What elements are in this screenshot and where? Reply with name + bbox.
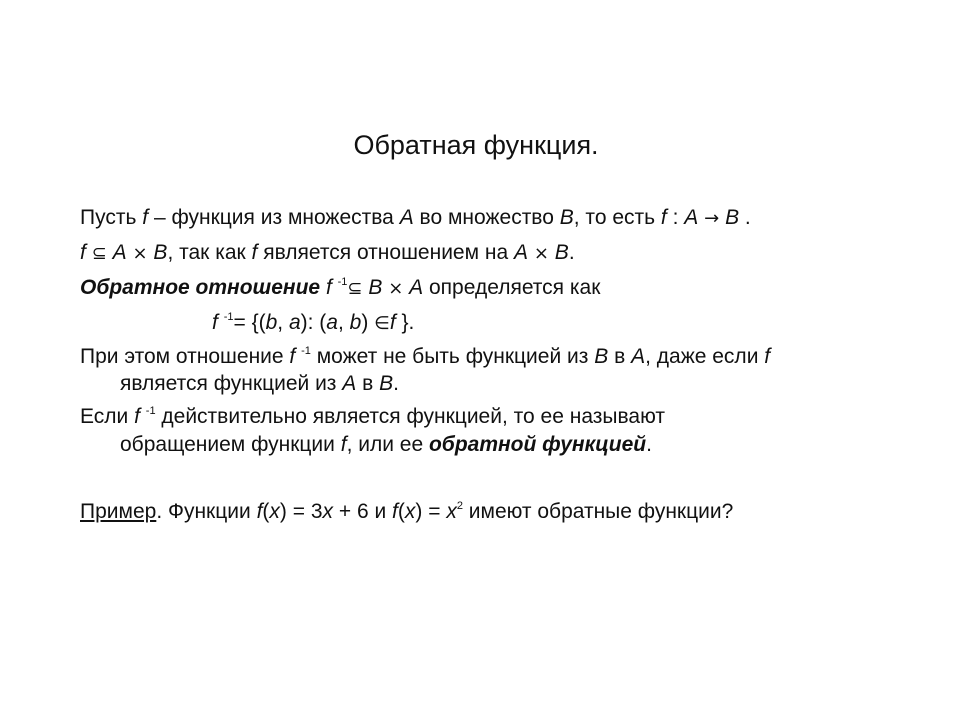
text: имеют обратные функции?: [462, 500, 734, 523]
var-f: f: [80, 241, 86, 264]
var-f: f: [392, 500, 398, 523]
example-label: Пример: [80, 500, 157, 523]
text: = {(: [233, 311, 266, 334]
exponent: -1: [337, 276, 348, 288]
exponent: 2: [456, 500, 463, 512]
arrow-symbol: →: [704, 208, 720, 229]
text: + 6 и: [333, 500, 393, 523]
text: Пусть: [80, 206, 143, 229]
text-line-if-function-cont: [120, 430, 652, 460]
var-f: f: [289, 345, 296, 368]
var-f: f: [212, 311, 218, 334]
times-symbol: ×: [388, 278, 404, 299]
var-A: A: [631, 345, 646, 368]
text: Если: [80, 405, 135, 428]
text: является функцией из: [120, 372, 343, 395]
var-A: A: [409, 276, 424, 299]
text: является отношением на: [257, 241, 514, 264]
var-f: f: [142, 206, 149, 229]
text: , даже если: [645, 345, 765, 368]
times-symbol: ×: [533, 243, 549, 264]
text: может не быть функцией из: [310, 345, 595, 368]
slide-title: Обратная функция.: [353, 130, 599, 160]
text: .: [568, 241, 575, 264]
text: в: [356, 372, 380, 395]
var-f: f: [325, 276, 332, 299]
var-A: A: [684, 206, 699, 229]
text: . Функции: [156, 500, 257, 523]
text-line-definition: [80, 203, 751, 234]
text: ) =: [415, 500, 447, 523]
exponent: -1: [223, 311, 234, 323]
var-f: f: [764, 345, 771, 368]
var-A: A: [514, 241, 529, 264]
text: (: [262, 500, 270, 523]
term-inverse-function: обратной функцией: [428, 433, 647, 456]
text: обращением функции: [120, 433, 341, 456]
text: ,: [277, 311, 289, 334]
term-inverse-relation: Обратное отношение: [80, 276, 321, 299]
var-x: x: [269, 500, 280, 523]
text: (: [397, 500, 405, 523]
var-f: f: [340, 433, 347, 456]
subset-symbol: ⊆: [91, 243, 107, 264]
var-x: x: [404, 500, 416, 523]
var-x: x: [446, 500, 457, 523]
text-line-relation: [80, 238, 575, 269]
var-A: A: [112, 241, 127, 264]
text-line-inverse-relation: [80, 273, 600, 304]
var-f: f: [389, 311, 396, 334]
text: ) = 3: [279, 500, 323, 523]
text: }.: [395, 311, 415, 334]
exponent: -1: [301, 345, 311, 357]
text: ): (: [300, 311, 327, 334]
text: – функция из множества: [148, 206, 400, 229]
var-B: B: [379, 372, 394, 395]
formula-inverse: [212, 308, 414, 339]
text: .: [646, 433, 652, 456]
var-B: B: [725, 206, 740, 229]
var-b: b: [265, 311, 278, 334]
text: , или ее: [346, 433, 429, 456]
text: , то есть: [573, 206, 661, 229]
var-a: a: [326, 311, 338, 334]
text: , так как: [167, 241, 252, 264]
text: При этом отношение: [80, 345, 290, 368]
var-b: b: [349, 311, 362, 334]
text: :: [666, 206, 685, 229]
var-A: A: [342, 372, 357, 395]
text: .: [393, 372, 399, 395]
text-line-if-function: [80, 402, 665, 432]
var-B: B: [368, 276, 383, 299]
var-f: f: [251, 241, 258, 264]
text-line-not-function-cont: [120, 369, 399, 399]
text: .: [739, 206, 751, 229]
text: определяется как: [423, 276, 601, 299]
text: ,: [337, 311, 350, 334]
text: действительно является функцией, то ее называют: [155, 405, 665, 428]
element-symbol: ∈: [374, 313, 390, 334]
var-a: a: [288, 311, 301, 334]
var-B: B: [554, 241, 569, 264]
var-f: f: [256, 500, 263, 523]
var-B: B: [153, 241, 168, 264]
text-line-example: [80, 497, 733, 527]
text: во множество: [413, 206, 560, 229]
var-B: B: [559, 206, 574, 229]
subset-symbol: ⊆: [347, 278, 363, 299]
var-f: f: [134, 405, 140, 428]
text: в: [608, 345, 632, 368]
times-symbol: ×: [132, 243, 148, 264]
text-line-not-function: [80, 342, 770, 372]
exponent: -1: [145, 405, 156, 417]
text: ): [361, 311, 375, 334]
var-A: A: [399, 206, 414, 229]
var-B: B: [594, 345, 609, 368]
var-f: f: [660, 206, 667, 229]
var-x: x: [322, 500, 334, 523]
